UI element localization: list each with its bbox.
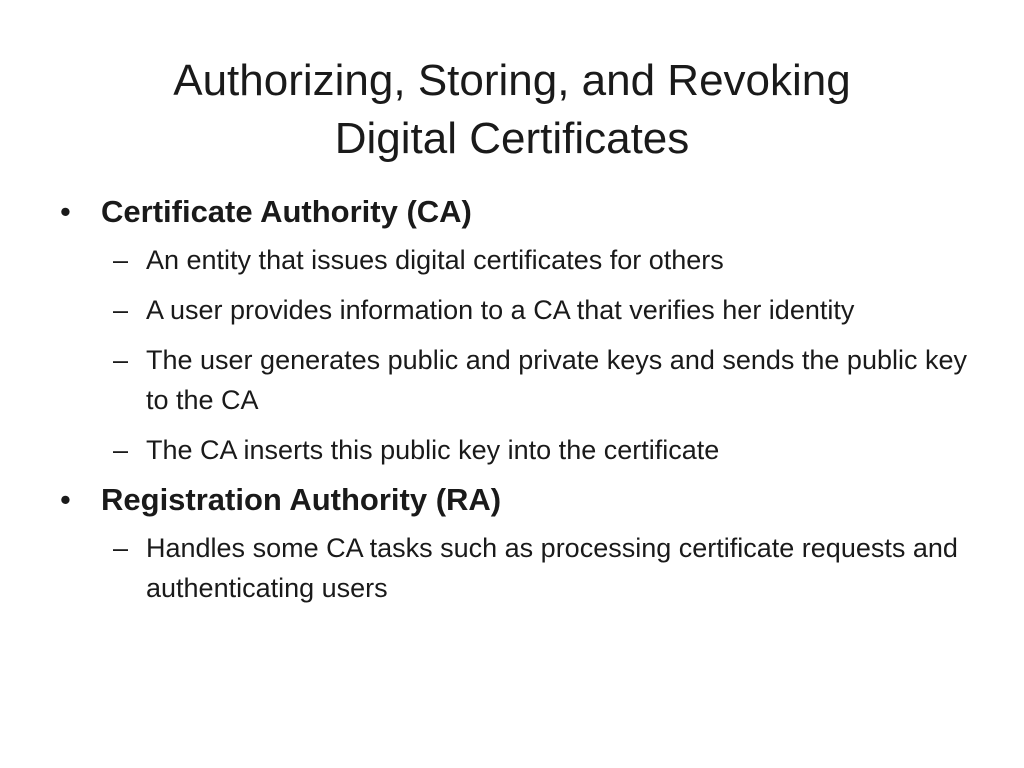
slide-title [60,52,964,168]
sub-bullet-text: The CA inserts this public key into the certificate [146,435,720,465]
sub-bullet [60,528,980,608]
sub-bullet-text: Handles some CA tasks such as processing certificate requests and authenticating users [146,533,958,603]
slide-body [60,192,980,618]
section-ra [60,480,980,608]
title-line-2: Digital Certificates [334,114,690,163]
sub-bullet [60,430,980,470]
sub-bullet-marker: – [113,295,129,325]
title-line-1: Authorizing, Storing, and Revoking [173,56,851,105]
sub-bullet-marker: – [113,345,129,375]
bullet-marker: • [60,482,71,517]
bullet-heading-text: Registration Authority (RA) [101,482,502,517]
section-ca [60,192,980,470]
sub-bullet-marker: – [113,533,129,563]
sub-bullet-marker: – [113,245,129,275]
sub-bullet [60,240,980,280]
sub-bullet-text: A user provides information to a CA that verifies her identity [146,295,855,325]
bullet-marker: • [60,194,71,229]
bullet-heading [60,192,980,232]
sub-bullet-text: The user generates public and private keys and sends the public key to the CA [146,345,967,415]
sub-bullet-marker: – [113,435,129,465]
bullet-heading-text: Certificate Authority (CA) [101,194,472,229]
sub-bullet-text: An entity that issues digital certificates for others [146,245,724,275]
bullet-heading [60,480,980,520]
sub-bullet [60,290,980,330]
sub-bullet [60,340,980,420]
